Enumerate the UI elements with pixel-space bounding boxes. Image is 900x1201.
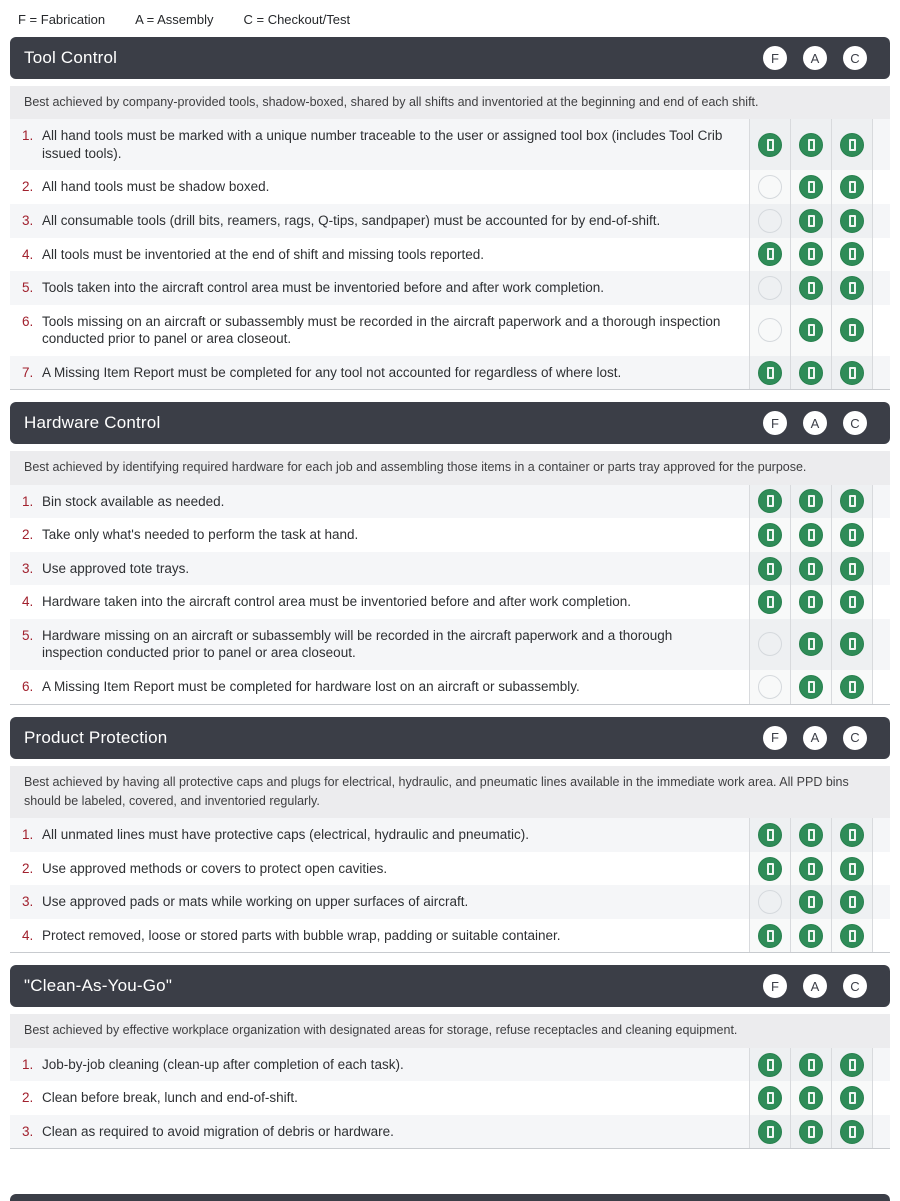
section-rows [10,1048,890,1150]
checked-icon [840,209,864,233]
checked-icon [758,1086,782,1110]
tofu-glyph [849,896,856,908]
checked-icon [840,318,864,342]
tofu-glyph [808,1092,815,1104]
tofu-glyph [767,829,774,841]
checklist-row [10,204,890,238]
tofu-glyph [767,1092,774,1104]
item-text: Tools taken into the aircraft control area must be inventoried before and after work completion. [42,280,605,296]
section-header [10,965,890,1007]
row-end-spacer [872,885,890,919]
item-number: 1. [22,1056,34,1072]
item-text: All consumable tools (drill bits, reamers, rags, Q-tips, sandpaper) must be accounted for by end-of-shift. [42,213,661,229]
legend-item-checkout: C = Checkout/Test [243,12,351,27]
item-number: 2. [22,860,34,876]
section [10,965,890,1149]
checked-icon [758,489,782,513]
check-cell-c[interactable] [831,885,872,919]
checked-icon [758,590,782,614]
checked-icon [840,489,864,513]
column-badge-c: C [843,411,867,435]
row-end-spacer [872,204,890,238]
tofu-glyph [808,1059,815,1071]
column-badge-a: A [803,726,827,750]
check-cell-c[interactable] [831,619,872,670]
tofu-glyph [849,324,856,336]
item-number: 2. [22,179,34,195]
check-cell-f[interactable] [749,885,790,919]
checked-icon [799,133,823,157]
tofu-glyph [767,248,774,260]
row-end-spacer [872,485,890,519]
item-text: All hand tools must be shadow boxed. [42,179,270,195]
column-badges [763,46,867,70]
checklist-row [10,518,890,552]
check-cell-f[interactable] [749,670,790,704]
item-number: 2. [22,1090,34,1106]
check-cell-c[interactable] [831,919,872,953]
row-end-spacer [872,919,890,953]
check-cell-a[interactable] [790,238,831,272]
check-cell-f[interactable] [749,238,790,272]
tofu-glyph [808,181,815,193]
item-number: 1. [22,827,34,843]
row-end-spacer [872,356,890,390]
check-cell-c[interactable] [831,1048,872,1082]
checked-icon [758,557,782,581]
item-text: Hardware taken into the aircraft control area must be inventoried before and after work completion. [42,594,632,610]
column-badges [763,726,867,750]
column-badges [763,974,867,998]
item-text: Tools missing on an aircraft or subassembly must be recorded in the aircraft paperwork and a thorough inspection conducted prior to panel or area closeout. [42,313,721,347]
check-cell-a[interactable] [790,204,831,238]
checked-icon [799,557,823,581]
tofu-glyph [849,1126,856,1138]
check-cell-f[interactable] [749,356,790,390]
checked-icon [840,590,864,614]
unchecked-icon [758,318,782,342]
check-cell-f[interactable] [749,818,790,852]
item-number: 3. [22,1123,34,1139]
checklist-row [10,818,890,852]
tofu-glyph [808,896,815,908]
checked-icon [799,523,823,547]
checked-icon [758,823,782,847]
tofu-glyph [767,139,774,151]
checked-icon [799,318,823,342]
row-end-spacer [872,670,890,704]
section-rows [10,485,890,705]
check-cell-c[interactable] [831,271,872,305]
checklist-row [10,271,890,305]
row-end-spacer [872,818,890,852]
unchecked-icon [758,632,782,656]
checked-icon [799,924,823,948]
item-number: 4. [22,594,34,610]
check-cell-f[interactable] [749,1081,790,1115]
item-text: A Missing Item Report must be completed for any tool not accounted for regardless of where lost. [42,364,622,380]
check-cell-a[interactable] [790,670,831,704]
checked-icon [758,361,782,385]
item-text: Use approved methods or covers to protect open cavities. [42,860,388,876]
item-text: Protect removed, loose or stored parts with bubble wrap, padding or suitable container. [42,927,561,943]
section-title: Hardware Control [24,413,161,433]
section-header [10,717,890,759]
row-end-spacer [872,238,890,272]
item-text: All tools must be inventoried at the end of shift and missing tools reported. [42,246,484,262]
tofu-glyph [849,563,856,575]
checked-icon [840,890,864,914]
tofu-glyph [808,495,815,507]
section-description: Best achieved by company-provided tools, shadow-boxed, shared by all shifts and inventoried at the beginning and end of each shift. [10,86,890,119]
check-cell-a[interactable] [790,1048,831,1082]
checklist-row [10,170,890,204]
checked-icon [840,1053,864,1077]
tofu-glyph [808,863,815,875]
tofu-glyph [767,596,774,608]
item-number: 2. [22,527,34,543]
column-badge-c: C [843,46,867,70]
check-cell-a[interactable] [790,585,831,619]
check-cell-a[interactable] [790,170,831,204]
section-description: Best achieved by identifying required hardware for each job and assembling those items in a container or parts tray approved for the purpose. [10,451,890,484]
check-cell-c[interactable] [831,238,872,272]
tofu-glyph [808,563,815,575]
tofu-glyph [808,215,815,227]
check-cell-f[interactable] [749,552,790,586]
item-number: 3. [22,560,34,576]
legend [10,0,890,37]
check-cell-a[interactable] [790,305,831,356]
next-section-header-partial [10,1194,890,1201]
item-text: Take only what's needed to perform the task at hand. [42,527,359,543]
checked-icon [840,675,864,699]
tofu-glyph [808,681,815,693]
tofu-glyph [767,495,774,507]
tofu-glyph [808,829,815,841]
item-text: Job-by-job cleaning (clean-up after completion of each task). [42,1056,404,1072]
row-end-spacer [872,1081,890,1115]
sections [10,37,890,1149]
section-description: Best achieved by effective workplace organization with designated areas for storage, refuse receptacles and cleaning equipment. [10,1014,890,1047]
tofu-glyph [849,638,856,650]
check-cell-f[interactable] [749,485,790,519]
row-end-spacer [872,619,890,670]
section-title: "Clean-As-You-Go" [24,976,173,996]
tofu-glyph [808,324,815,336]
item-text: Clean as required to avoid migration of debris or hardware. [42,1123,394,1139]
checked-icon [799,857,823,881]
row-end-spacer [872,271,890,305]
checklist-row [10,1081,890,1115]
unchecked-icon [758,890,782,914]
check-cell-a[interactable] [790,852,831,886]
item-number: 4. [22,927,34,943]
tofu-glyph [808,139,815,151]
check-cell-f[interactable] [749,619,790,670]
tofu-glyph [849,863,856,875]
tofu-glyph [808,638,815,650]
legend-item-assembly: A = Assembly [135,12,214,27]
check-cell-c[interactable] [831,204,872,238]
checklist-row [10,305,890,356]
checked-icon [840,1086,864,1110]
checklist-row [10,1115,890,1149]
check-cell-f[interactable] [749,204,790,238]
check-cell-c[interactable] [831,670,872,704]
check-cell-f[interactable] [749,1115,790,1149]
section-header [10,37,890,79]
check-cell-a[interactable] [790,271,831,305]
check-cell-c[interactable] [831,852,872,886]
row-end-spacer [872,852,890,886]
check-cell-a[interactable] [790,485,831,519]
checked-icon [840,857,864,881]
tofu-glyph [849,367,856,379]
item-number: 3. [22,894,34,910]
checked-icon [758,523,782,547]
column-badge-f: F [763,726,787,750]
checked-icon [758,133,782,157]
checked-icon [840,523,864,547]
row-end-spacer [872,119,890,170]
tofu-glyph [808,1126,815,1138]
tofu-glyph [767,563,774,575]
item-text: Use approved tote trays. [42,560,190,576]
check-cell-c[interactable] [831,485,872,519]
checked-icon [799,632,823,656]
tofu-glyph [849,529,856,541]
item-number: 3. [22,213,34,229]
check-cell-f[interactable] [749,1048,790,1082]
item-text: Bin stock available as needed. [42,493,225,509]
check-cell-a[interactable] [790,552,831,586]
tofu-glyph [767,863,774,875]
tofu-glyph [849,829,856,841]
check-cell-f[interactable] [749,585,790,619]
check-cell-f[interactable] [749,170,790,204]
checklist-row [10,852,890,886]
tofu-glyph [808,930,815,942]
checked-icon [799,276,823,300]
row-end-spacer [872,1048,890,1082]
check-cell-a[interactable] [790,518,831,552]
checked-icon [840,361,864,385]
tofu-glyph [808,248,815,260]
check-cell-f[interactable] [749,305,790,356]
item-number: 6. [22,313,34,329]
item-text: All unmated lines must have protective caps (electrical, hydraulic and pneumatic). [42,827,529,843]
checked-icon [799,242,823,266]
column-badge-a: A [803,46,827,70]
check-cell-c[interactable] [831,1115,872,1149]
check-cell-a[interactable] [790,119,831,170]
tofu-glyph [849,215,856,227]
tofu-glyph [849,1059,856,1071]
column-badge-f: F [763,411,787,435]
item-number: 7. [22,364,34,380]
check-cell-a[interactable] [790,885,831,919]
tofu-glyph [808,529,815,541]
checked-icon [758,242,782,266]
tofu-glyph [849,248,856,260]
check-cell-c[interactable] [831,585,872,619]
row-end-spacer [872,518,890,552]
item-number: 1. [22,493,34,509]
checked-icon [799,823,823,847]
column-badge-f: F [763,974,787,998]
checked-icon [840,557,864,581]
tofu-glyph [767,930,774,942]
check-cell-a[interactable] [790,919,831,953]
check-cell-f[interactable] [749,518,790,552]
checked-icon [799,209,823,233]
check-cell-a[interactable] [790,818,831,852]
unchecked-icon [758,276,782,300]
row-end-spacer [872,585,890,619]
check-cell-c[interactable] [831,119,872,170]
checked-icon [758,924,782,948]
column-badge-f: F [763,46,787,70]
checked-icon [758,1053,782,1077]
item-text: All hand tools must be marked with a unique number traceable to the user or assigned tool box (includes Tool Crib issued tools). [42,128,723,161]
row-end-spacer [872,170,890,204]
row-end-spacer [872,552,890,586]
check-cell-c[interactable] [831,818,872,852]
checklist-row [10,885,890,919]
check-cell-a[interactable] [790,356,831,390]
column-badge-c: C [843,974,867,998]
tofu-glyph [849,1092,856,1104]
checked-icon [799,890,823,914]
checklist-row [10,619,890,670]
checklist-row [10,119,890,170]
check-cell-a[interactable] [790,619,831,670]
checked-icon [799,675,823,699]
section-description: Best achieved by having all protective caps and plugs for electrical, hydraulic, and pneumatic lines available in the immediate work area. All PPD bins should be labeled, covered, and inventoried regularly. [10,766,890,819]
check-cell-a[interactable] [790,1115,831,1149]
item-text: Use approved pads or mats while working on upper surfaces of aircraft. [42,894,469,910]
item-number: 6. [22,678,34,694]
checked-icon [840,1120,864,1144]
tofu-glyph [849,139,856,151]
checked-icon [799,1120,823,1144]
checked-icon [840,175,864,199]
checked-icon [840,924,864,948]
check-cell-a[interactable] [790,1081,831,1115]
row-end-spacer [872,305,890,356]
check-cell-c[interactable] [831,552,872,586]
section [10,402,890,704]
checked-icon [840,823,864,847]
checked-icon [758,857,782,881]
checked-icon [840,632,864,656]
check-cell-f[interactable] [749,271,790,305]
legend-item-fabrication: F = Fabrication [18,12,106,27]
tofu-glyph [849,181,856,193]
tofu-glyph [767,1059,774,1071]
column-badge-c: C [843,726,867,750]
section-title: Tool Control [24,48,118,67]
check-cell-f[interactable] [749,119,790,170]
check-cell-f[interactable] [749,852,790,886]
section-rows [10,818,890,953]
item-number: 5. [22,280,34,296]
checked-icon [799,1086,823,1110]
checked-icon [840,242,864,266]
check-cell-c[interactable] [831,518,872,552]
checked-icon [799,175,823,199]
tofu-glyph [849,930,856,942]
section [10,717,890,954]
unchecked-icon [758,675,782,699]
checklist-row [10,585,890,619]
checklist-row [10,356,890,390]
item-number: 5. [22,627,34,643]
checked-icon [799,1053,823,1077]
check-cell-c[interactable] [831,1081,872,1115]
item-text: Clean before break, lunch and end-of-shift. [42,1090,298,1106]
column-badges [763,411,867,435]
checklist-row [10,238,890,272]
tofu-glyph [767,367,774,379]
check-cell-c[interactable] [831,356,872,390]
checked-icon [799,590,823,614]
tofu-glyph [808,367,815,379]
checklist-row [10,919,890,953]
checklist-row [10,670,890,704]
row-end-spacer [872,1115,890,1149]
tofu-glyph [849,681,856,693]
check-cell-f[interactable] [749,919,790,953]
checklist-row [10,485,890,519]
checked-icon [758,1120,782,1144]
item-text: A Missing Item Report must be completed for hardware lost on an aircraft or subassembly. [42,678,580,694]
section-title: Product Protection [24,727,168,747]
section-rows [10,119,890,390]
section-header [10,402,890,444]
tofu-glyph [808,596,815,608]
item-number: 1. [22,128,34,144]
column-badge-a: A [803,411,827,435]
unchecked-icon [758,209,782,233]
tofu-glyph [767,1126,774,1138]
checked-icon [799,361,823,385]
checklist-row [10,552,890,586]
unchecked-icon [758,175,782,199]
tofu-glyph [849,596,856,608]
checked-icon [799,489,823,513]
item-text: Hardware missing on an aircraft or subassembly will be recorded in the aircraft paperwork and a thorough inspection conducted prior to panel or area closeout. [42,627,673,661]
item-number: 4. [22,246,34,262]
checklist-row [10,1048,890,1082]
checked-icon [840,276,864,300]
tofu-glyph [849,495,856,507]
check-cell-c[interactable] [831,170,872,204]
tofu-glyph [767,529,774,541]
tofu-glyph [849,282,856,294]
tofu-glyph [808,282,815,294]
check-cell-c[interactable] [831,305,872,356]
column-badge-a: A [803,974,827,998]
section [10,37,890,390]
checked-icon [840,133,864,157]
